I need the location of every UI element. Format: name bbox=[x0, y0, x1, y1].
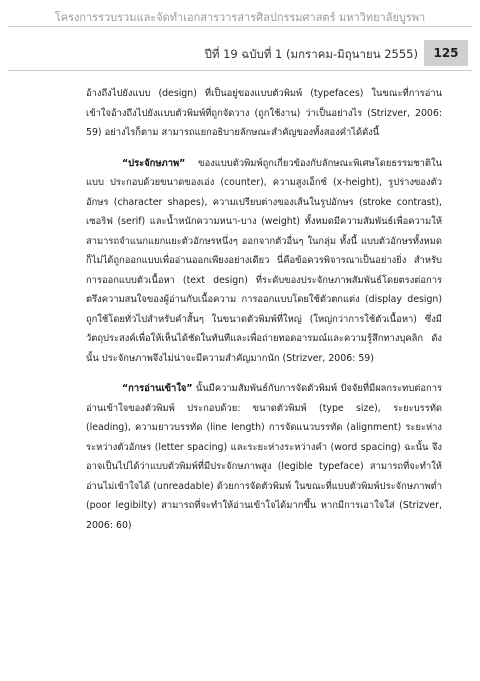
journal-project-header: โครงการรวบรวมและจัดทำเอกสารวารสารศิลปกรรมศาสตร์ มหาวิทยาลัยบูรพา bbox=[54, 11, 426, 24]
page-number-box bbox=[424, 40, 468, 66]
term-readability: “การอ่านเข้าใจ” bbox=[122, 383, 193, 394]
paragraph-readability bbox=[86, 379, 442, 535]
page-number: 125 bbox=[433, 46, 459, 60]
paragraph-legibility bbox=[86, 154, 442, 369]
header-divider-top bbox=[8, 26, 472, 27]
paragraph-continuation bbox=[86, 84, 442, 143]
paragraph-text: นั้นมีความสัมพันธ์กับการจัดตัวพิมพ์ ปัจจัยที่มีผลกระทบต่อการอ่านเข้าใจของตัวพิมพ์ ประกอบด้วย: ขนาดตัวพิมพ์ (type size), ระยะบรรทัด (leading), ความยาวบรรทัด (line length) การจัดแนวบรรทัด (alignment) ระยะห่างระหว่างตัวอักษร (letter spacing) และระยะห่างระหว่างคำ (word spacing) ฉะนั้น จึงอาจเป็นไปได้ว่าแบบตัวพิมพ์ที่มีประจักษภาพสูง (legible typeface) สามารถที่จะทำให้อ่านไม่เข้าใจได้ (unreadable) ด้วยการจัดตัวพิมพ์ ในขณะที่แบบตัวพิมพ์ประจักษภาพต่ำ (poor legibilty) สามารถที่จะทำให้อ่านเข้าใจได้มากขึ้น หากมีการเอาใจใส่ (Strizver, 2006: 60) bbox=[86, 383, 442, 531]
term-legibility: “ประจักษภาพ” bbox=[122, 157, 186, 169]
paragraph-text: ของแบบตัวพิมพ์ถูกเกี่ยวข้องกับลักษณะพิเศษโดยธรรมชาติในแบบ ประกอบด้วยขนาดของเอ่ง (counter), ความสูงเอ็กซ์ (x-height), รูปร่างของตัวอักษร (character shapes), ความเปรียบต่างของเส้นในรูปอักษร (stroke contrast), เซอริฟ (serif) และน้ำหนักความหนา-บาง (weight) ทั้งหมดมีความสัมพันธ์เพื่อความให้สามารถจำแนกแยกแยะตัวอักษรหนึ่งๆ ออกจากตัวอื่นๆ ในกลุ่ม ทั้งนี้ แบบตัวอักษรทั้งหมดก็ไม่ได้ถูกออกแบบเพื่ออ่านออกเพียงอย่างเดียว นี่คือข้อควรพิจารณาเป็นอย่างยิ่ง สำหรับการออกแบบตัวเนื้อหา (text design) ที่ระดับของประจักษภาพสัมพันธ์โดยตรงต่อการตรึงความสนใจของผู้อ่านกับเนื้อความ การออกแบบโดยใช้ตัวตกแต่ง (display design) ถูกใช้โดยทั่วไปสำหรับคำสั้นๆ ในขนาดตัวพิมพ์ที่ใหญ่ (ใหญ่กว่าการใช้ตัวเนื้อหา) ซึ่งมีวัตถุประสงค์เพื่อให้เห็นได้ชัดในทันทีและเพื่อถ่ายทอดอารมณ์และความรู้สึกทางบุคลิก ดังนั้น ประจักษภาพจึงไม่น่าจะมีความสำคัญมากนัก (Strizver, 2006: 59) bbox=[86, 157, 442, 364]
paragraph-text: อ้างถึงไปยังแบบ (design) ที่เป็นอยู่ของแบบตัวพิมพ์ (typefaces) ในขณะที่การอ่านเข้าใจอ้างถึงไปยังแบบตัวพิมพ์ที่ถูกจัดวาง (ถูกใช้งาน) ว่าเป็นอย่างไร (Strizver, 2006: 59) อย่างไรก็ตาม สามารถแยกอธิบายลักษณะสำคัญของทั้งสองคำได้ดังนี้ bbox=[86, 88, 442, 138]
issue-info: ปีที่ 19 ฉบับที่ 1 (มกราคม-มิถุนายน 2555) bbox=[204, 47, 418, 61]
header-divider-bottom bbox=[8, 70, 472, 71]
article-body bbox=[86, 84, 442, 535]
